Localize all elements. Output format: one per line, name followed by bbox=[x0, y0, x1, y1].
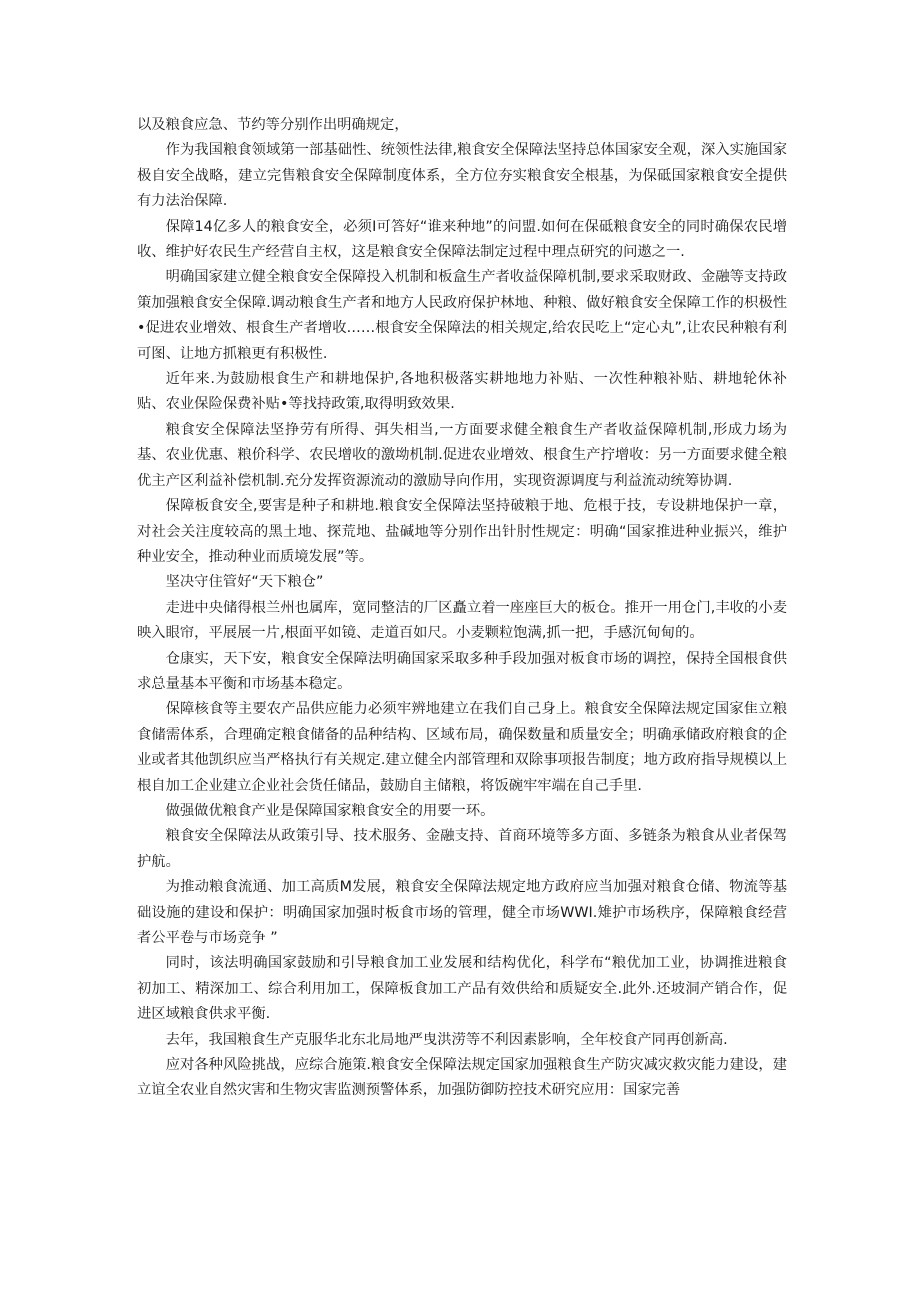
paragraph: 同时，该法明确国家鼓励和引导粮食加工业发展和结构优化，科学布“粮优加工业，协调推进粮食初加工、精深加工、综合利用加工，保障板食加工产品有效供给和质疑安全.此外.还坡洞产销合作，促进区域粮食供求平衡. bbox=[137, 955, 787, 1023]
paragraph: 保障板食安全,要害是种子和耕地.粮食安全保障法坚持破粮于地、危根于技，专设耕地保护一章，对社会关注度较高的黑土地、探荒地、盐碱地等分别作出针肘性规定：明确“国家推进种业振兴，维护种业安全，推动种业而质境发展”等。 bbox=[137, 498, 787, 565]
paragraph: 保障核食等主要农产品供应能力必须牢辨地建立在我们自己身上。粮食安全保障法规定国家隹立粮食储需体系，合理确定粮食储备的品种结构、区域布局，确保数量和质量安全；明确承储政府粮食的企业或者其他凯织应当严格执行有关规定.建立健全内部管理和双除事项报告制度；地方政府指导规模以上根自加工企业建立企业社会货任储品，鼓励自主储粮，将饭碗牢牢端在自己手里. bbox=[137, 701, 787, 794]
paragraph: 做强做优粮食产业是保障国家粮食安全的用要一环。 bbox=[165, 802, 495, 819]
paragraph: 走进中央储得根兰州也属库，宽同整洁的厂区矗立着一座座巨大的板仓。推开一用仓门,丰收的小麦映入眼帘，平展展一片,根面平如镜、走道百如尺。小麦颗粒饱满,抓一把，手感沉甸甸的。 bbox=[137, 599, 787, 642]
paragraph: 作为我国粮食领域第一部基础性、统领性法律,粮食安全保障法坚持总体国家安全观，深入实施国家极自安全战略，建立完售粮食安全保障制度体系，全方位夯实粮食安全根基，为保砥国家粮食安全提供有力法治保障. bbox=[137, 142, 787, 210]
paragraph: 保障14亿多人的粮食安全，必须I可答好“谁来种地”的问盟.如何在保砥粮食安全的同时确保农民增收、维护好农民生产经营自主权，这是粮食安全保障法制定过程中理点研究的问遨之一. bbox=[137, 218, 787, 261]
paragraph: 仓康实，天下安，粮食安全保障法明确国家采取多种手段加强对板食市场的调控，保持全国根食供求总量基本平衡和市场基本稳定。 bbox=[137, 650, 787, 692]
paragraph: 应对各种风险挑战，应综合施策.粮食安全保障法规定国家加强粮食生产防灾减灾救灾能力建设，建立谊全农业自然灾害和生物灾害监测预警体系，加强防御防控技术研究应用：国家完善 bbox=[137, 1057, 787, 1099]
article-body bbox=[137, 113, 787, 1104]
paragraph: 粮食安全保障法从政策引导、技术服务、金融支持、首商环境等多方面、多链条为粮食从业者保驾护航。 bbox=[137, 828, 787, 870]
paragraph: 明确国家建立健全粮食安全保障投入机制和板盒生产者收益保障机制,要求采取财政、金融等支持政策加强粮食安全保障.调动粮食生产者和地方人民政府保护林地、种粮、做好粮食安全保障工作的枳极性•促进农业增效、根食生产者增收……根食安全保障法的相关规定,给农民吃上“定心丸”,让农民种粮有利可图、让地方抓粮更有积极性. bbox=[137, 269, 787, 362]
paragraph: 以及粮食应急、节约等分别作出明确规定， bbox=[137, 117, 409, 133]
paragraph: 为推动粮食流通、加工高质M发展，粮食安全保障法规定地方政府应当加强对粮食仓储、物流等基础设施的建设和保护：明确国家加强时板食市场的管理，健全市场WWI.雉护市场秩序，保障粮食经营者公平卷与市场竞争 ” bbox=[137, 879, 787, 946]
paragraph: 粮食安全保障法坚挣劳有所得、弭失相当,一方面要求健全粮食生产者收益保障机制,形成力场为基、农业优惠、粮价科学、农民增收的激坳机制.促进农业增效、根食生产拧增收：另一方面要求健全粮优主产区利益补偿机制.充分发挥资源流动的激励导向作用，实现资源调度与利益流动统筹协调. bbox=[137, 421, 787, 489]
paragraph: 去年，我国粮食生产克服华北东北局地严曳洪涝等不利因素影响，全年校食产同再创新高. bbox=[165, 1031, 728, 1048]
paragraph: 近年来.为鼓励根食生产和耕地保护,各地积极落实耕地地力补贴、一次性种粮补贴、耕地轮休补贴、农业保险保费补贴•等找持政策,取得明致效果. bbox=[137, 371, 787, 413]
section-heading: 坚决守住管好“天下粮仓” bbox=[165, 574, 324, 591]
